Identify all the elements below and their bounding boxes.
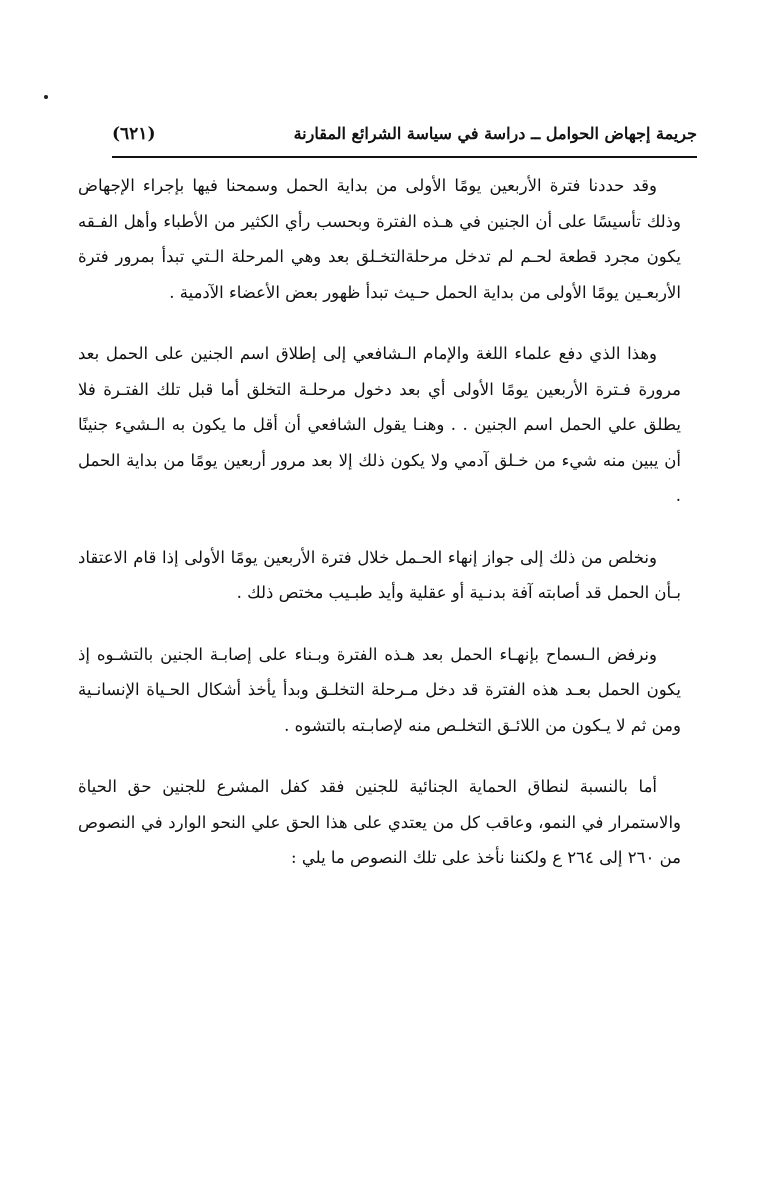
margin-dot — [44, 95, 48, 99]
paragraph: وهذا الذي دفع علماء اللغة والإمام الـشافعي إلى إطلاق اسم الجنين على الحمل بعد مرورة فـترة الأربعين يومًا الأولى أي بعد دخول مرحلـة التخلق أما قبل تلك الفتـرة فلا يطلق علي الحمل اسم الجنين . . وهنـا يقول الشافعي أن أقل ما يكون به الـشيء جنينًا أن يبين منه شيء من خـلق آدمي ولا يكون ذلك إلا بعد مرور أربعين يومًا من بداية الحمل . — [78, 344, 681, 505]
paragraph: وقد حددنا فترة الأربعين يومًا الأولى من بداية الحمل وسمحنا فيها بإجراء الإجهاض وذلك تأسيسًا على أن الجنين في هـذه الفترة وبحسب رأي الكثير من الأطباء وأهل الفـقه يكون مجرد قطعة لحـم لم تدخل مرحلةالتخـلق بعد وهي المرحلة الـتي تبدأ بمرور فترة الأربعـين يومًا الأولى من بداية الحمل حـيث تبدأ ظهور بعض الأعضاء الآدمية . — [78, 176, 681, 302]
page-number: (٦٢١) — [112, 124, 156, 144]
paragraph: أما بالنسبة لنطاق الحماية الجنائية للجنين فقد كفل المشرع للجنين حق الحياة والاستمرار في النمو، وعاقب كل من يعتدي على هذا الحق علي النحو الوارد في النصوص من ٢٦٠ إلى ٢٦٤ ع ولكننا نأخذ على تلك النصوص ما يلي : — [78, 777, 681, 867]
body-text — [78, 168, 681, 902]
running-header-title: جريمة إجهاض الحوامل ــ دراسة في سياسة الشرائع المقارنة — [293, 124, 697, 143]
paragraph: ونخلص من ذلك إلى جواز إنهاء الحـمل خلال فترة الأربعين يومًا الأولى إذا قام الاعتقاد بـأن الحمل قد أصابته آفة بدنـية أو عقلية وأيد طبـيب مختص ذلك . — [78, 547, 681, 602]
paragraph: ونرفض الـسماح بإنهـاء الحمل بعد هـذه الفترة وبـناء على إصابـة الجنين بالتشـوه إذ يكون الحمل بعـد هذه الفترة قد دخل مـرحلة التخلـق وبدأ يأخذ أشكال الحـياة الإنسانـية ومن ثم لا يـكون من اللائـق التخلـص منه لإصابـته بالتشوه . — [78, 644, 681, 735]
running-header — [112, 122, 697, 158]
